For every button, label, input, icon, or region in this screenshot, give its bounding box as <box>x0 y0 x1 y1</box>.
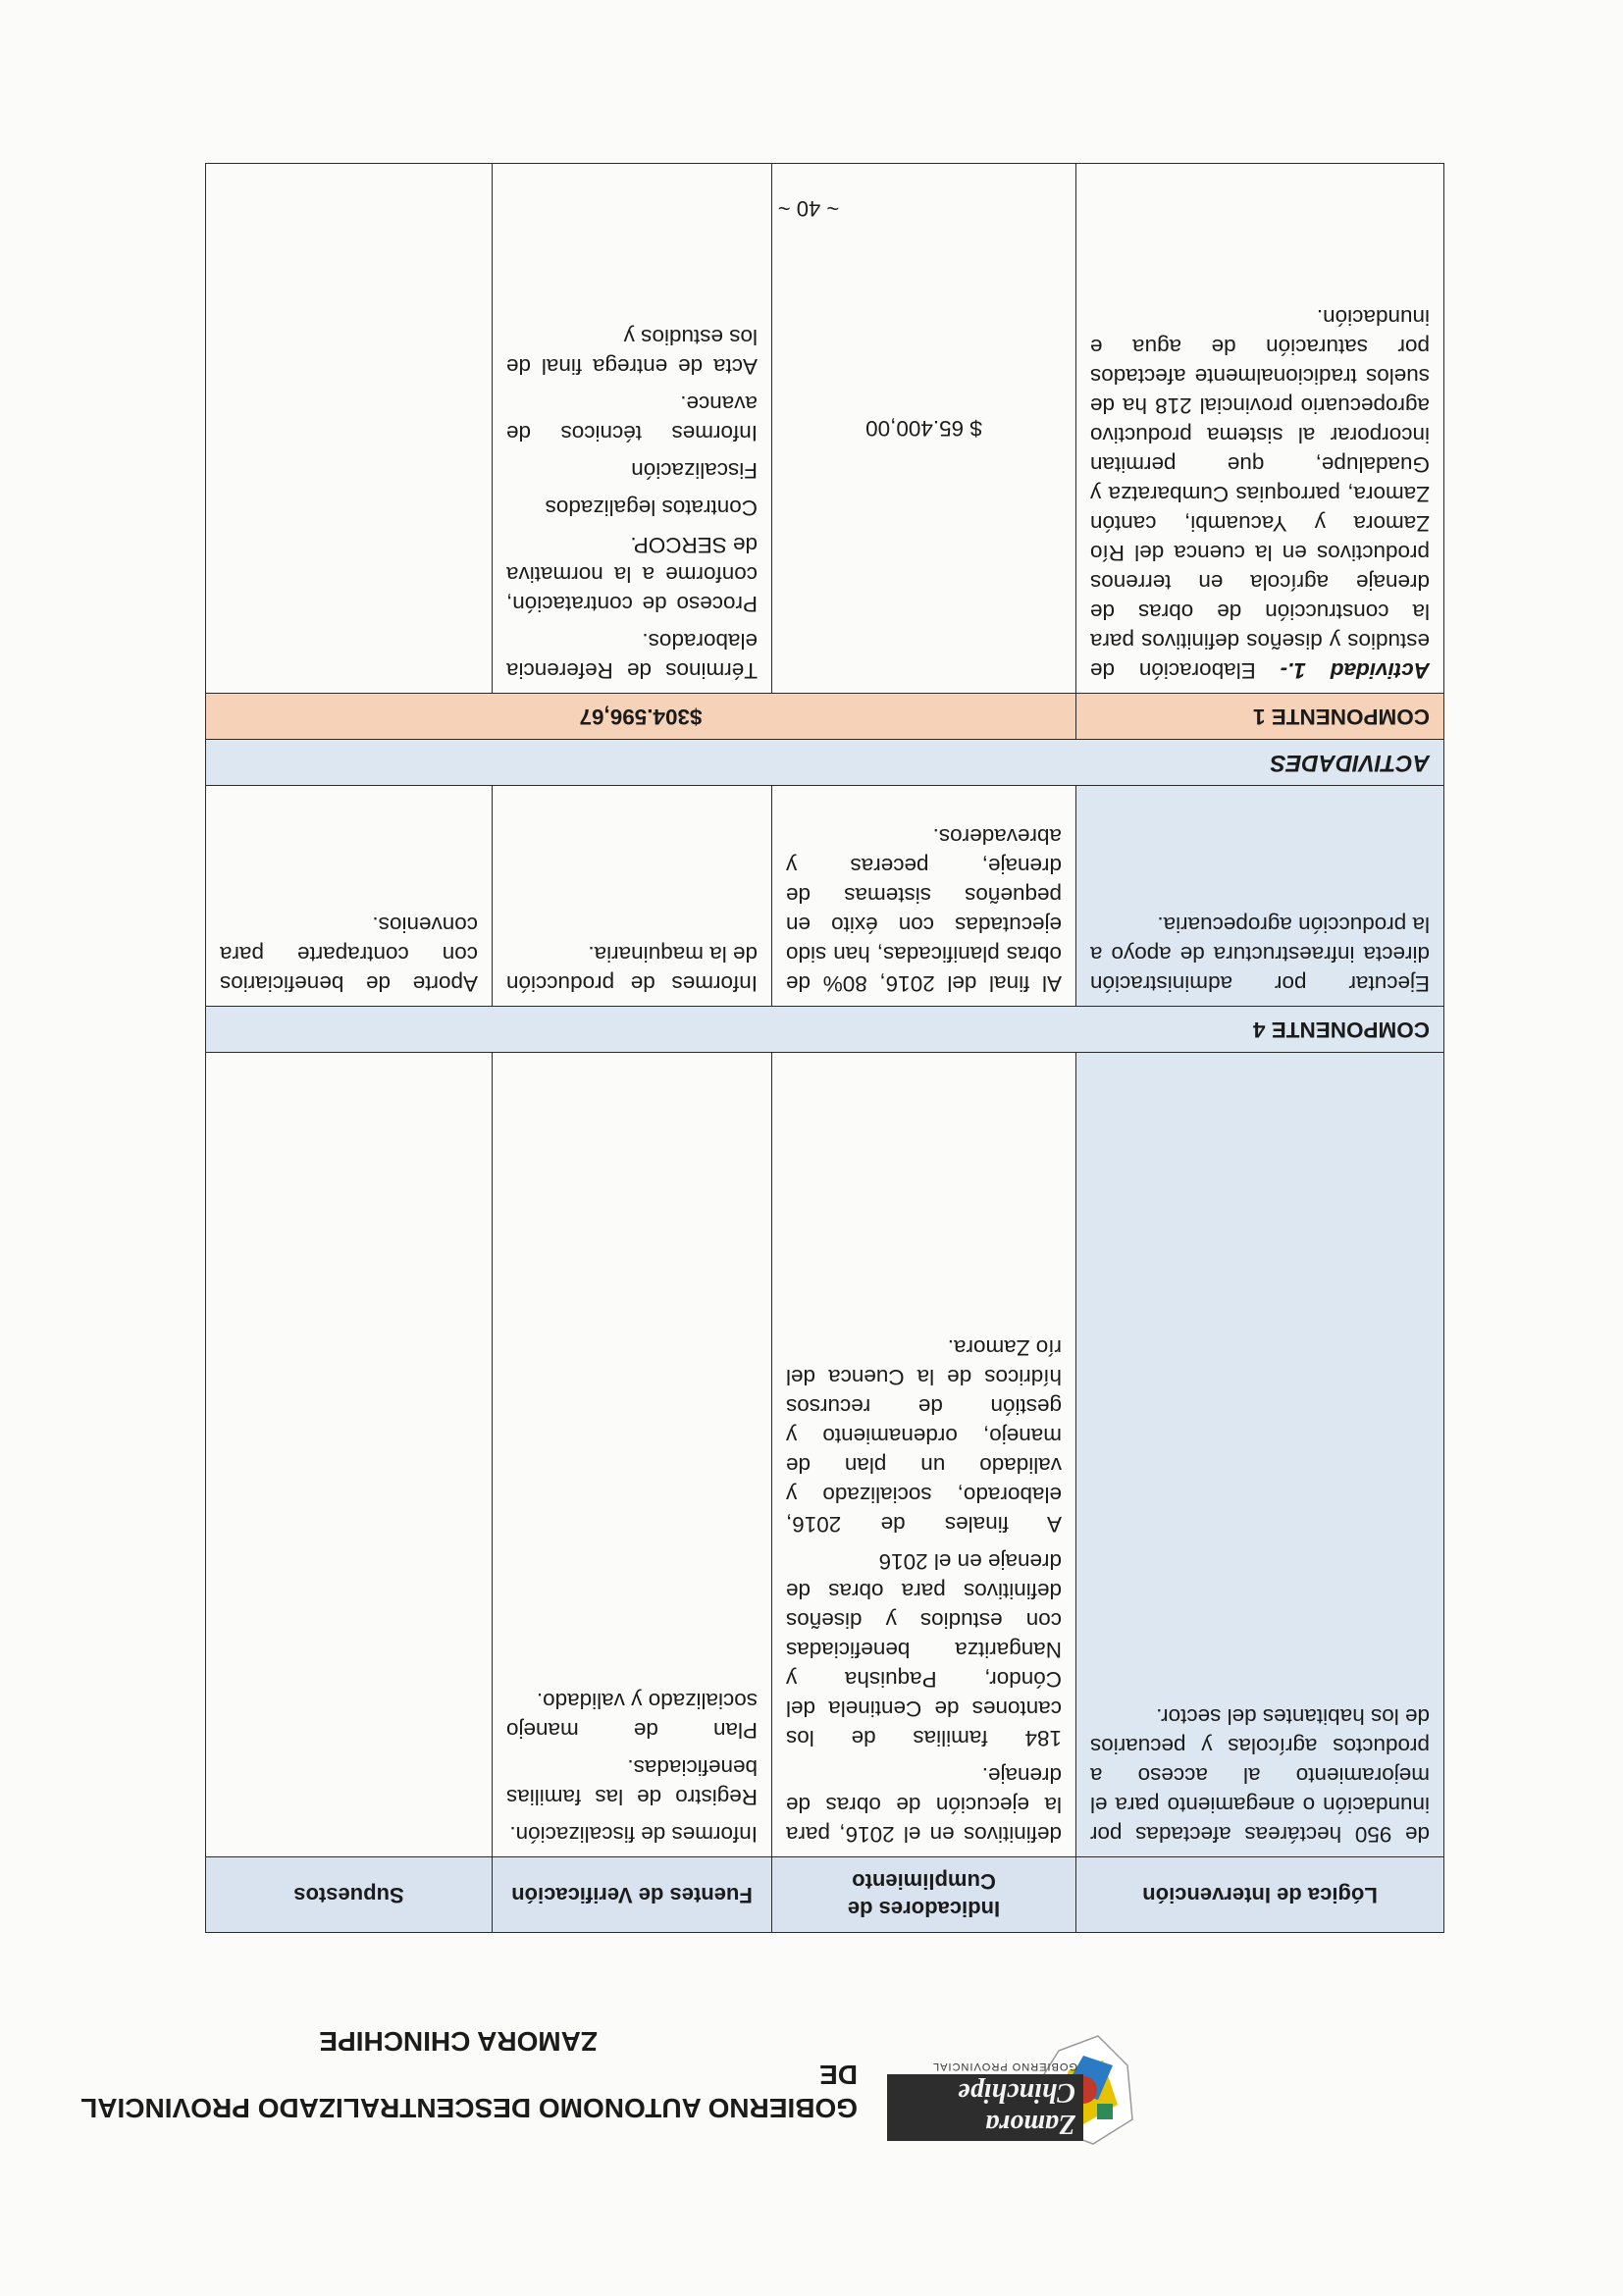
row3-source-4: Fiscalización <box>631 458 758 483</box>
row3-source-3: Contratos legalizados <box>545 496 758 520</box>
logo-name: Zamora Chinchipe <box>887 2074 1083 2141</box>
row2-logic: Ejecutar por administración directa infraestructura de apoyo a la producción agropecuaria. <box>1076 786 1444 1007</box>
table-header-row <box>206 1857 1444 1933</box>
row1-logic: de 950 hectáreas afectadas por inundación o anegamiento para el mejoramiento al acceso a productos agrícolas y pecuarios de los habitantes del sector. <box>1076 1053 1444 1857</box>
row1-assumptions <box>206 1053 493 1857</box>
logo-wordmark <box>887 2061 1083 2141</box>
row3-source-1: Términos de Referencia elaborados. <box>506 629 758 683</box>
row3-sources <box>493 164 772 694</box>
logo-subtitle: GOBIERNO PROVINCIAL <box>932 2061 1077 2072</box>
component-4-label: COMPONENTE 4 <box>206 1007 1444 1053</box>
row1-sources <box>493 1053 772 1857</box>
component-1-row <box>206 694 1444 740</box>
row2-indicators: Al final del 2016, 80% de obras planificadas, han sido ejecutadas con éxito en pequeños sistemas de drenaje, peceras y abrevaderos. <box>772 786 1076 1007</box>
row3-assumptions <box>206 164 493 694</box>
org-title-line2: ZAMORA CHINCHIPE <box>319 2026 598 2057</box>
row1-indicator-2: 184 familias de los cantones de Centinela del Cóndor, Paquisha y Nangaritza beneficiadas con estudios y diseños definitivos para obras de drenaje en el 2016 <box>786 1549 1062 1750</box>
row3-source-5: Informes técnicos de avance. <box>506 391 758 445</box>
activities-label: ACTIVIDADES <box>206 740 1444 786</box>
component-1-label: COMPONENTE 1 <box>1076 694 1444 740</box>
row1-source-1: Informes de fiscalización. <box>509 1822 758 1847</box>
row1-indicator-3: A finales de 2016, elaborado, socializado y validado un plan de manejo, ordenamiento y gestión de recursos hídricos de la Cuenca del río Zamora. <box>786 1335 1062 1537</box>
row3-activity-title: Actividad 1.- <box>1280 658 1430 683</box>
header-logic: Lógica de Intervención <box>1076 1857 1444 1933</box>
row1-indicators <box>772 1053 1076 1857</box>
header-indicators: Indicadores de Cumplimiento <box>772 1857 1076 1933</box>
component-1-amount: $304.596,67 <box>206 694 1076 740</box>
logframe-table <box>205 163 1444 1933</box>
row2-sources: Informes de producción de la maquinaria. <box>493 786 772 1007</box>
row3-activity-text: Elaboración de estudios y diseños definitivos para la construcción de obras de drenaje agrícola en terrenos productivos en la cuenca del Río Zamora y Yacuambi, cantón Zamora, parroquias Cumbaratza y Guadalupe, que permitan incorporar al sistema productivo agropecuario provincial 218 ha de suelos tradicionalmente afectados por saturación de agua e inundación. <box>1089 305 1430 683</box>
row2-assumptions: Aporte de beneficiarios con contraparte para convenios. <box>206 786 493 1007</box>
page-number: ~ 40 ~ <box>777 196 840 221</box>
header-assumptions: Supuestos <box>206 1857 493 1933</box>
table-row <box>206 786 1444 1007</box>
row1-indicator-1: definitivos en el 2016, para la ejecución de obras de drenaje. <box>786 1763 1062 1847</box>
row3-source-6: Acta de entrega final de los estudios y <box>506 325 758 379</box>
page-header <box>73 2002 1152 2159</box>
component-4-row <box>206 1007 1444 1053</box>
row3-logic <box>1076 164 1444 694</box>
row1-source-2: Registro de las familias beneficiadas. <box>506 1755 758 1809</box>
row3-source-2: Proceso de contratación, conforme a la normativa de SERCOP. <box>506 533 758 616</box>
row3-indicators: $ 65.400,00 <box>772 164 1076 694</box>
activities-row <box>206 740 1444 786</box>
organization-title <box>73 2024 858 2124</box>
org-title-line1: GOBIERNO AUTONOMO DESCENTRALIZADO PROVINCIAL DE <box>80 2060 858 2123</box>
table-row <box>206 1053 1444 1857</box>
header-sources: Fuentes de Verificación <box>493 1857 772 1933</box>
row1-source-3: Plan de manejo socializado y validado. <box>506 1689 758 1743</box>
table-row <box>206 164 1444 694</box>
